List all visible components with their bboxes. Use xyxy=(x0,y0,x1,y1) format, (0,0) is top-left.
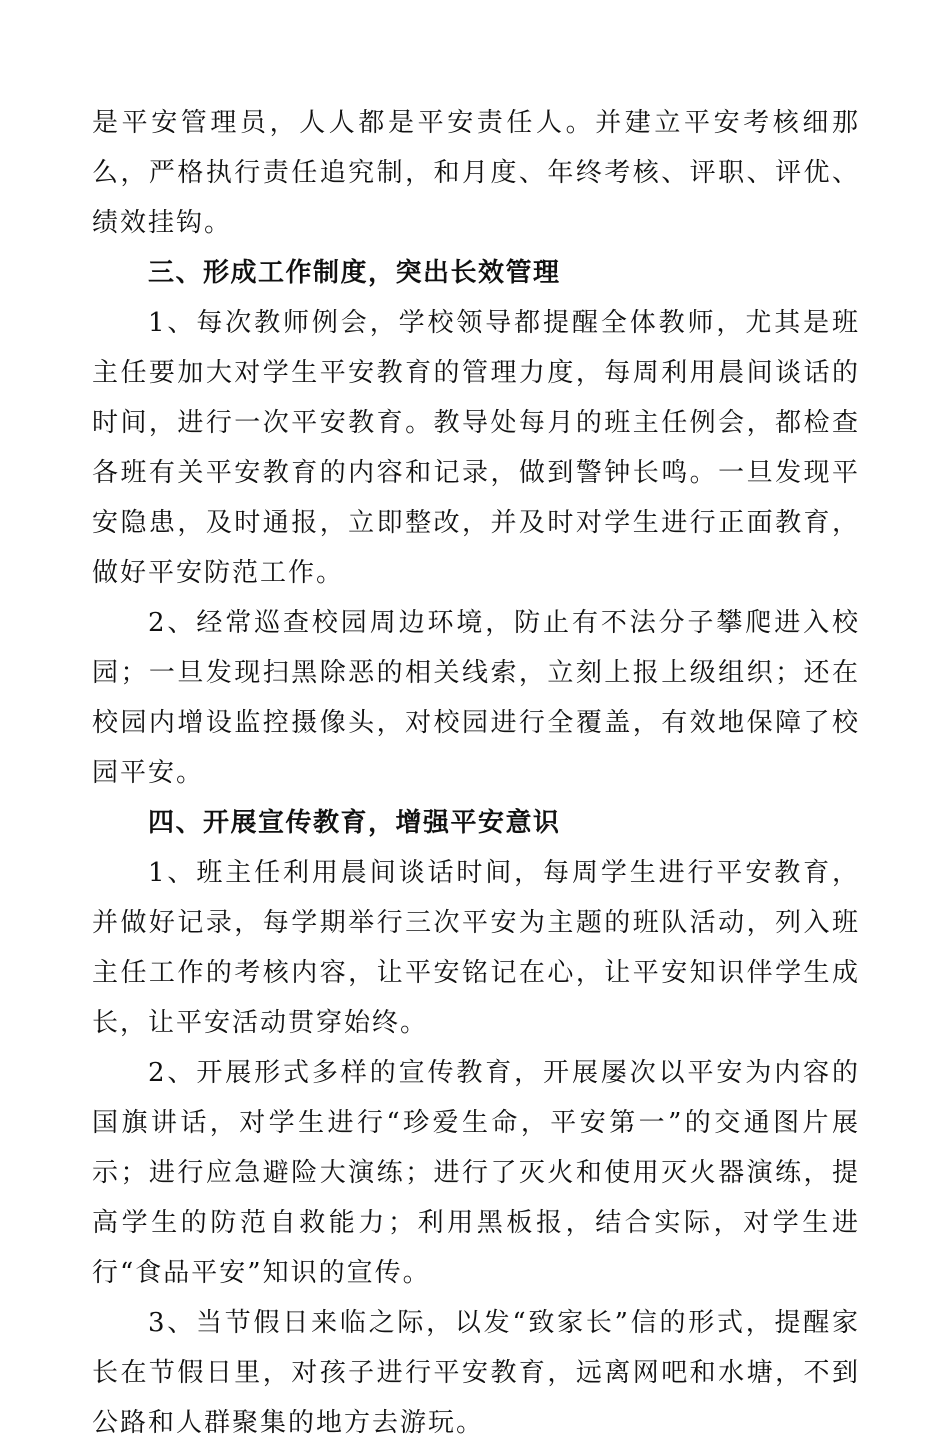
paragraph-3-2: 2、经常巡查校园周边环境，防止有不法分子攀爬进入校园；一旦发现扫黑除恶的相关线索，立刻上报上级组织；还在校园内增设监控摄像头，对校园进行全覆盖，有效地保障了校园平安。 xyxy=(92,608,860,788)
section-heading-4: 四、开展宣传教育，增强平安意识 xyxy=(148,808,561,838)
paragraph-4-1: 1、班主任利用晨间谈话时间，每周学生进行平安教育，并做好记录，每学期举行三次平安为主题的班队活动，列入班主任工作的考核内容，让平安铭记在心，让平安知识伴学生成长，让平安活动贯穿始终。 xyxy=(92,858,860,1038)
paragraph-4-2: 2、开展形式多样的宣传教育，开展屡次以平安为内容的国旗讲话，对学生进行“珍爱生命，平安第一”的交通图片展示；进行应急避险大演练；进行了灭火和使用灭火器演练，提高学生的防范自救能力；利用黑板报，结合实际，对学生进行“食品平安”知识的宣传。 xyxy=(92,1058,860,1288)
paragraph-3-1: 1、每次教师例会，学校领导都提醒全体教师，尤其是班主任要加大对学生平安教育的管理力度，每周利用晨间谈话的时间，进行一次平安教育。教导处每月的班主任例会，都检查各班有关平安教育的内容和记录，做到警钟长鸣。一旦发现平安隐患，及时通报，立即整改，并及时对学生进行正面教育，做好平安防范工作。 xyxy=(92,308,860,588)
paragraph-continuation: 是平安管理员，人人都是平安责任人。并建立平安考核细那么，严格执行责任追究制，和月度、年终考核、评职、评优、绩效挂钩。 xyxy=(92,108,860,238)
section-heading-3: 三、形成工作制度，突出长效管理 xyxy=(148,258,561,288)
paragraph-4-3: 3、当节假日来临之际，以发“致家长”信的形式，提醒家长在节假日里，对孩子进行平安教育，远离网吧和水塘，不到公路和人群聚集的地方去游玩。 xyxy=(92,1308,860,1438)
document-body xyxy=(92,98,860,1448)
